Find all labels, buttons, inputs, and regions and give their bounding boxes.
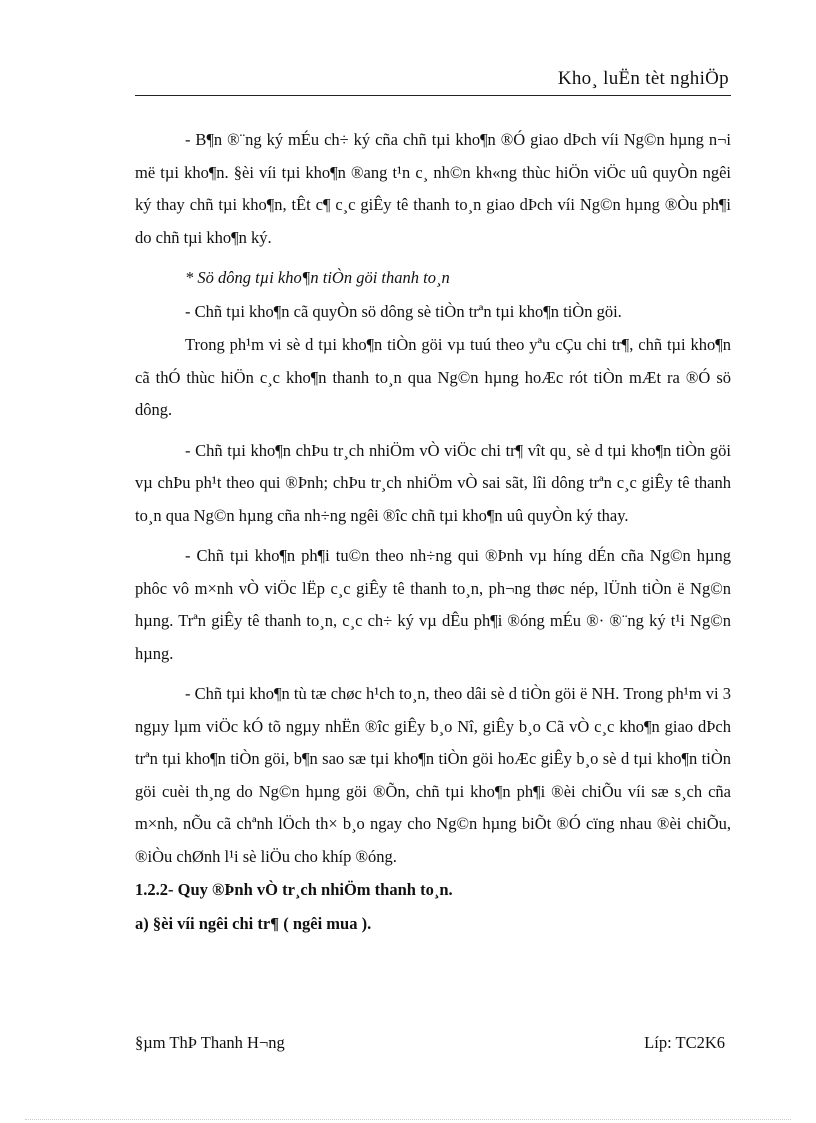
section-heading-payment-responsibility: 1.2.2- Quy ®Þnh vÒ tr¸ch nhiÖm thanh to¸n.	[135, 880, 453, 899]
footer-class-code: Líp: TC2K6	[644, 1033, 725, 1052]
page-bottom-edge	[25, 1119, 791, 1120]
paragraph-reconciliation: - Chñ tµi kho¶n tù tæ chøc h¹ch to¸n, theo dâi sè d tiÒn göi ë NH. Trong ph¹m vi 3 ngµy lµm viÖc kÓ tõ ngµy nhËn ®îc giÊy b¸o Nî, giÊy b¸o Cã vÒ c¸c kho¶n giao dÞch trªn tµi kho¶n tiÒn göi, b¶n sao sæ tµi kho¶n tiÒn göi hoÆc giÊy b¸o sè d tµi kho¶n tiÒn göi cuèi th¸ng do Ng©n hµng göi ®Õn, chñ tµi kho¶n ph¶i ®èi chiÕu víi sæ s¸ch cña m×nh, nÕu cã chªnh lÖch th× b¸o ngay cho Ng©n hµng biÕt ®Ó cïng nhau ®èi chiÕu, ®iÒu chØnh l¹i sè liÖu cho khíp ®óng.	[135, 684, 731, 866]
document-body	[135, 124, 731, 941]
paragraph-signature-registration: - B¶n ®¨ng ký mÉu ch÷ ký cña chñ tµi kho¶n ®Ó giao dÞch víi Ng©n hµng n¬i më tµi kho¶n. §èi víi tµi kho¶n ®ang t¹n c¸ nh©n kh«ng thùc hiÖn viÖc uû quyÒn ngêi ký thay chñ tµi kho¶n, tÊt c¶ c¸c giÊy tê thanh to¸n giao dÞch víi Ng©n hµng ®Òu ph¶i do chñ tµi kho¶n ký.	[135, 130, 731, 247]
paragraph-payment-scope: Trong ph¹m vi sè d tµi kho¶n tiÒn göi vµ tuú theo yªu cÇu chi tr¶, chñ tµi kho¶n cã thÓ thùc hiÖn c¸c kho¶n thanh to¸n qua Ng©n hµng hoÆc rót tiÒn mÆt ra ®Ó sö dông.	[135, 335, 731, 419]
paragraph-usage-rights: - Chñ tµi kho¶n cã quyÒn sö dông sè tiÒn trªn tµi kho¶n tiÒn göi.	[185, 301, 622, 321]
section-heading-account-usage: * Sö dông tµi kho¶n tiÒn göi thanh to¸n	[185, 268, 450, 287]
paragraph-bank-regulations: - Chñ tµi kho¶n ph¶i tu©n theo nh÷ng qui ®Þnh vµ híng dÉn cña Ng©n hµng phôc vô m×nh vÒ viÖc lËp c¸c giÊy tê thanh to¸n, ph¬ng thøc nép, lÜnh tiÒn ë Ng©n hµng. Trªn giÊy tê thanh to¸n, c¸c ch÷ ký vµ dÊu ph¶i ®óng mÉu ®· ®¨ng ký t¹i Ng©n hµng.	[135, 546, 731, 663]
page-header-title: Kho¸ luËn tèt nghiÖp	[557, 68, 729, 89]
page-footer	[135, 1033, 725, 1057]
subsection-heading-payer: a) §èi víi ngêi chi tr¶ ( ngêi mua ).	[135, 913, 372, 933]
header-divider	[135, 95, 731, 96]
paragraph-overdraft-responsibility: - Chñ tµi kho¶n chÞu tr¸ch nhiÖm vÒ viÖc chi tr¶ vît qu¸ sè d tµi kho¶n tiÒn göi vµ chÞu ph¹t theo qui ®Þnh; chÞu tr¸ch nhiÖm vÒ sai sãt, lîi dông trªn c¸c giÊy tê thanh to¸n qua Ng©n hµng cña nh÷ng ngêi ®îc chñ tµi kho¶n uû quyÒn ký thay.	[135, 440, 731, 525]
footer-author: §µm ThÞ Thanh H¬ng	[135, 1033, 285, 1052]
